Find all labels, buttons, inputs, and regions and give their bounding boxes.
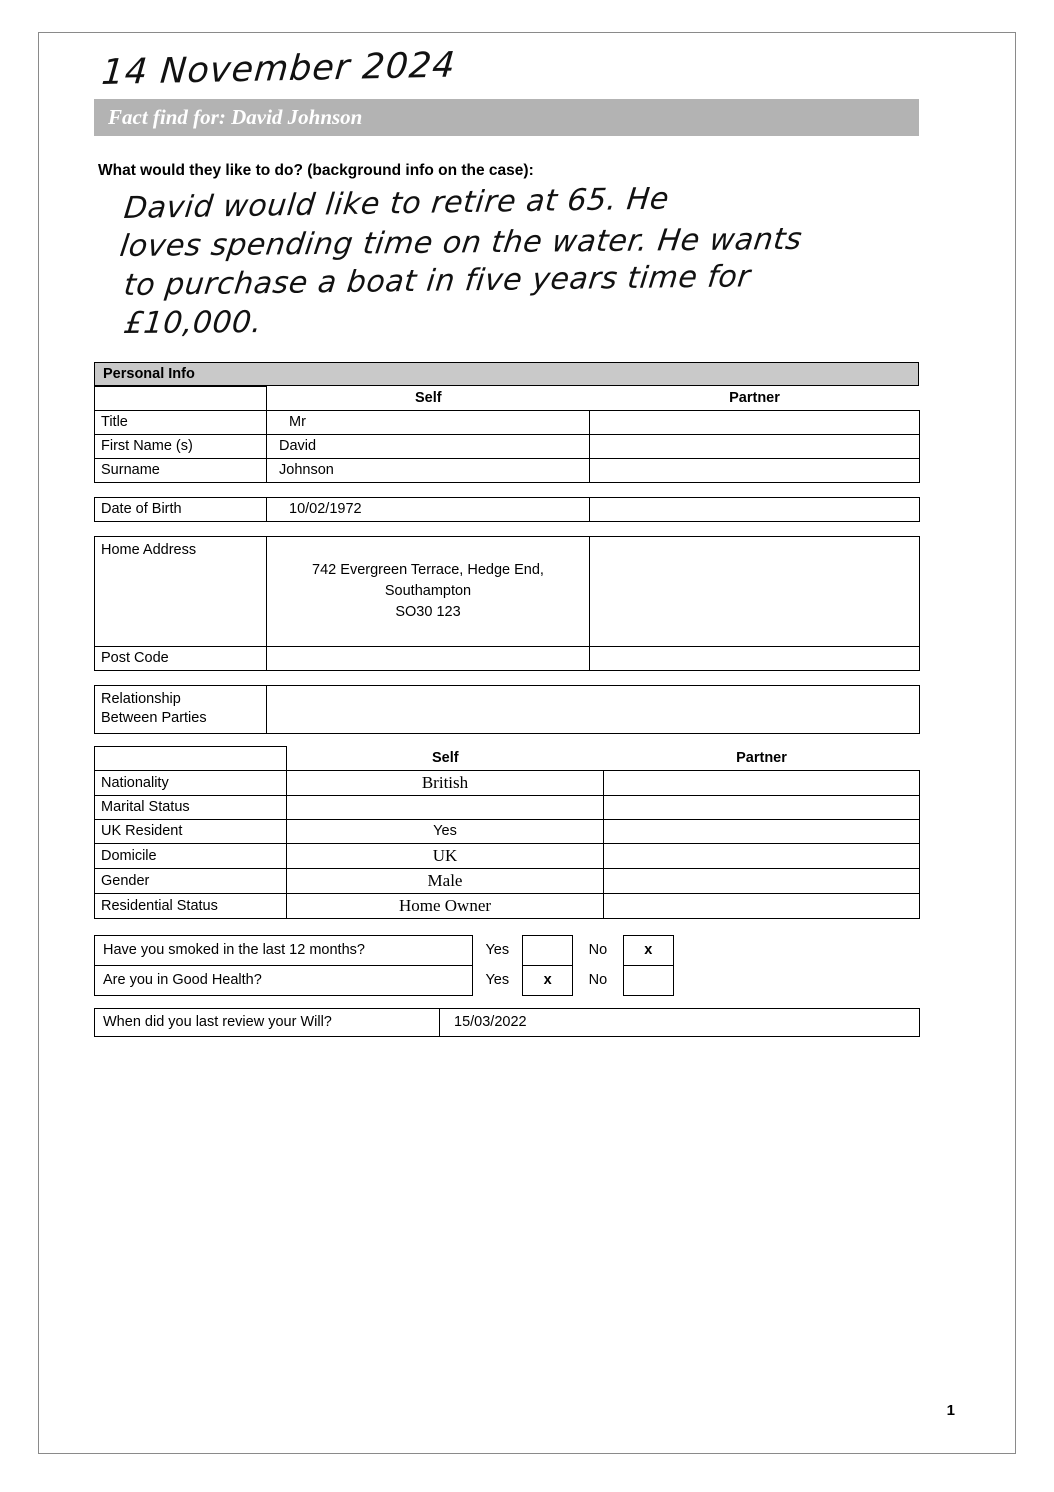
document-page	[38, 32, 1016, 1454]
health-questions-table	[94, 935, 674, 996]
table-row	[95, 458, 920, 482]
question-smoked-label: Have you smoked in the last 12 months?	[95, 935, 473, 965]
row-value-domicile-self[interactable]: UK	[287, 843, 604, 868]
spacer	[94, 483, 934, 497]
fact-find-title-bar: Fact find for: David Johnson	[94, 99, 919, 136]
empty-header-cell	[95, 386, 267, 410]
background-question-label: What would they like to do? (background info on the case):	[98, 162, 534, 179]
handwritten-date: 14 November 2024	[100, 45, 458, 93]
smoked-no-label: No	[588, 942, 608, 959]
will-review-date-value[interactable]: 15/03/2022	[440, 1008, 920, 1036]
smoked-yes-label: Yes	[485, 942, 510, 959]
row-label-nationality: Nationality	[95, 770, 287, 795]
row-value-nationality-self[interactable]: British	[287, 770, 604, 795]
table-row	[95, 497, 920, 521]
row-value-dob-self[interactable]: 10/02/1972	[267, 497, 590, 521]
table-row	[95, 536, 920, 646]
relationship-table	[94, 685, 920, 734]
address-line-2: Southampton	[384, 582, 472, 599]
spacer	[94, 522, 934, 536]
table-row	[95, 795, 920, 819]
relationship-label-line-1: Relationship	[101, 690, 181, 707]
row-value-domicile-partner[interactable]	[604, 843, 920, 868]
row-value-post-code-self[interactable]	[267, 646, 590, 670]
row-value-uk-resident-self[interactable]: Yes	[287, 819, 604, 843]
column-header-partner: Partner	[729, 389, 780, 406]
status-table	[94, 746, 920, 919]
handwritten-answer-line-4: £10,000.	[122, 305, 264, 342]
row-value-title-self[interactable]: Mr	[267, 410, 590, 434]
handwritten-answer	[117, 181, 954, 344]
good-health-no-label: No	[588, 972, 608, 989]
question-good-health-label: Are you in Good Health?	[95, 965, 473, 995]
table-row	[95, 843, 920, 868]
row-value-title-partner[interactable]	[590, 410, 920, 434]
smoked-yes-checkbox[interactable]	[522, 935, 572, 965]
handwritten-answer-line-1: David would like to retire at 65. He	[122, 181, 671, 226]
handwritten-answer-line-3: to purchase a boat in five years time for	[122, 259, 753, 303]
section-header-personal-info: Personal Info	[94, 362, 919, 386]
address-line-3: SO30 123	[395, 603, 461, 620]
page-number: 1	[946, 1402, 955, 1419]
row-value-post-code-partner[interactable]	[590, 646, 920, 670]
row-label-title: Title	[95, 410, 267, 434]
will-review-table	[94, 1008, 920, 1037]
table-row	[95, 410, 920, 434]
row-label-residential-status: Residential Status	[95, 893, 287, 918]
status-header-row	[95, 746, 920, 770]
table-row	[95, 770, 920, 795]
page-content	[94, 45, 934, 1037]
handwritten-answer-line-2: loves spending time on the water. He wants	[117, 222, 805, 265]
table-row	[95, 819, 920, 843]
row-value-first-name-partner[interactable]	[590, 434, 920, 458]
table-row	[95, 685, 920, 733]
row-label-surname: Surname	[95, 458, 267, 482]
row-value-nationality-partner[interactable]	[604, 770, 920, 795]
table-row	[95, 868, 920, 893]
row-value-marital-status-partner[interactable]	[604, 795, 920, 819]
row-value-surname-self[interactable]: Johnson	[267, 458, 590, 482]
row-value-dob-partner[interactable]	[590, 497, 920, 521]
row-value-uk-resident-partner[interactable]	[604, 819, 920, 843]
empty-header-cell	[95, 746, 287, 770]
status-column-header-self: Self	[431, 749, 459, 766]
table-row	[95, 935, 674, 965]
row-value-home-address-self[interactable]	[267, 536, 590, 646]
table-row	[95, 893, 920, 918]
row-label-marital-status: Marital Status	[95, 795, 287, 819]
row-value-marital-status-self[interactable]	[287, 795, 604, 819]
row-value-residential-status-self[interactable]: Home Owner	[287, 893, 604, 918]
personal-info-header-row	[95, 386, 920, 410]
row-value-gender-partner[interactable]	[604, 868, 920, 893]
smoked-no-checkbox[interactable]: x	[623, 935, 673, 965]
row-label-post-code: Post Code	[95, 646, 267, 670]
row-label-gender: Gender	[95, 868, 287, 893]
table-row	[95, 646, 920, 670]
row-value-residential-status-partner[interactable]	[604, 893, 920, 918]
date-of-birth-table	[94, 497, 920, 522]
table-row	[95, 1008, 920, 1036]
row-label-home-address: Home Address	[95, 536, 267, 646]
row-label-date-of-birth: Date of Birth	[95, 497, 267, 521]
status-column-header-partner: Partner	[736, 749, 787, 766]
good-health-no-checkbox[interactable]	[623, 965, 673, 995]
address-line-1: 742 Evergreen Terrace, Hedge End,	[312, 561, 544, 578]
row-value-relationship[interactable]	[267, 685, 920, 733]
row-value-first-name-self[interactable]: David	[267, 434, 590, 458]
row-label-domicile: Domicile	[95, 843, 287, 868]
row-value-home-address-partner[interactable]	[590, 536, 920, 646]
table-row	[95, 965, 674, 995]
relationship-label-line-2: Between Parties	[101, 710, 207, 727]
row-value-surname-partner[interactable]	[590, 458, 920, 482]
column-header-self: Self	[414, 389, 442, 406]
good-health-yes-checkbox[interactable]: x	[522, 965, 572, 995]
question-will-review-label: When did you last review your Will?	[95, 1008, 440, 1036]
row-label-first-name: First Name (s)	[95, 434, 267, 458]
spacer	[94, 671, 934, 685]
row-label-uk-resident: UK Resident	[95, 819, 287, 843]
address-table	[94, 536, 920, 671]
personal-info-table	[94, 386, 920, 483]
row-label-relationship	[95, 685, 267, 733]
good-health-yes-label: Yes	[485, 972, 510, 989]
table-row	[95, 434, 920, 458]
row-value-gender-self[interactable]: Male	[287, 868, 604, 893]
